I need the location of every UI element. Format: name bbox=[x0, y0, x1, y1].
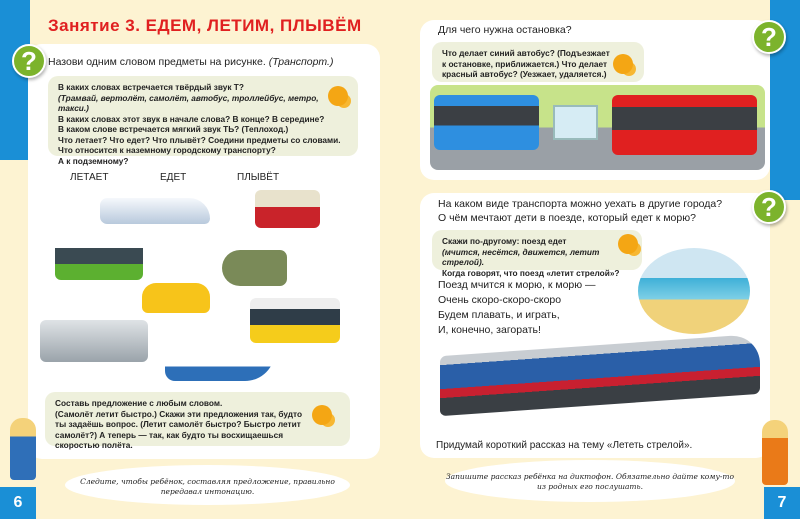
right-question-1: Для чего нужна остановка? bbox=[438, 24, 572, 36]
hint-line: Что относится к наземному городскому транспорту? bbox=[58, 145, 276, 155]
poem-line: Будем плавать, и играть, bbox=[438, 309, 560, 321]
parent-note: Запишите рассказ ребёнка на диктофон. Обязательно дайте кому-то из родных его послушать. bbox=[445, 460, 735, 502]
hint-line: В каких словах встречается твёрдый звук Т? bbox=[58, 82, 244, 92]
question-line: На каком виде транспорта можно уехать в другие города? bbox=[438, 198, 723, 210]
hint-box-sentence bbox=[45, 392, 350, 450]
hint-line: (Самолёт летит быстро.) Скажи эти предложения так, будто bbox=[55, 408, 303, 419]
hint-line: (мчится, несётся, движется, летит стрелой). bbox=[442, 246, 600, 267]
bus-stop-shelter-image bbox=[553, 105, 598, 140]
poem bbox=[438, 278, 596, 338]
poem-line: Очень скоро-скоро-скоро bbox=[438, 294, 562, 306]
teacher-figure bbox=[762, 420, 788, 485]
poem-line: Поезд мчится к морю, к морю — bbox=[438, 279, 596, 291]
question-icon: ? bbox=[12, 44, 46, 78]
sea-beach-image bbox=[638, 248, 750, 334]
label-sails: ПЛЫВЁТ bbox=[237, 172, 280, 183]
label-drives: ЕДЕТ bbox=[160, 172, 187, 183]
page-title: Занятие 3. ЕДЕМ, ЛЕТИМ, ПЛЫВЁМ bbox=[48, 16, 362, 35]
left-blue-strip bbox=[0, 0, 30, 160]
hint-line: к остановке, приближается.) Что делает bbox=[442, 58, 608, 69]
parent-note: Следите, чтобы ребёнок, составляя предложение, правильно передавал интонацию. bbox=[65, 465, 350, 505]
hint-line: Что делает синий автобус? (Подъезжает bbox=[442, 48, 610, 58]
smile-coin-icon bbox=[613, 54, 633, 74]
smile-coin-icon bbox=[312, 405, 332, 425]
label-flies: ЛЕТАЕТ bbox=[70, 172, 109, 183]
trolleybus-image bbox=[250, 298, 340, 343]
poem-line: И, конечно, загорать! bbox=[438, 324, 541, 336]
bus-green-image bbox=[55, 240, 143, 280]
hint-line: скоростью полёта. bbox=[55, 440, 133, 450]
hint-line: самолёт?) А теперь — так, как будто ты восхищаешься bbox=[55, 429, 284, 440]
question-answer: (Транспорт.) bbox=[268, 56, 334, 68]
blue-bus-image bbox=[434, 95, 539, 150]
smile-coin-icon bbox=[618, 234, 638, 254]
airplane-image bbox=[100, 198, 210, 224]
helicopter-image bbox=[222, 250, 287, 286]
page-number: 6 bbox=[0, 487, 36, 519]
hint-line: В каких словах этот звук в начале слова? В конце? В середине? bbox=[58, 113, 325, 124]
hint-line: Составь предложение с любым словом. bbox=[55, 398, 223, 408]
hint-line: Когда говорят, что поезд «летит стрелой»? bbox=[442, 267, 620, 278]
question-text: Назови одним словом предметы на рисунке. bbox=[48, 56, 266, 68]
hint-line: (Трамвай, вертолёт, самолёт, автобус, троллейбус, метро, такси.) bbox=[58, 92, 319, 113]
red-bus-image bbox=[612, 95, 757, 155]
tram-image bbox=[255, 190, 320, 228]
left-question bbox=[48, 56, 333, 68]
hint-box-train bbox=[432, 230, 642, 278]
ship-image bbox=[165, 345, 275, 381]
question-line: О чём мечтают дети в поезде, который едет к морю? bbox=[438, 212, 696, 224]
hint-line: ты задаёшь вопрос. (Летит самолёт быстро? Быстро летит bbox=[55, 419, 301, 429]
question-icon: ? bbox=[752, 20, 786, 54]
hint-line: В каком слове встречается мягкий звук ТЬ? (Теплоход.) bbox=[58, 124, 289, 134]
hint-line: красный автобус? (Уезжает, удаляется.) bbox=[442, 69, 607, 79]
hint-line: Скажи по-другому: поезд едет bbox=[442, 236, 567, 246]
page-number: 7 bbox=[764, 487, 800, 519]
teacher-figure bbox=[10, 418, 36, 480]
hint-line: А к подземному? bbox=[58, 155, 129, 166]
right-question-2 bbox=[438, 197, 722, 225]
question-icon: ? bbox=[752, 190, 786, 224]
right-task: Придумай короткий рассказ на тему «Лететь стрелой». bbox=[436, 440, 693, 451]
hint-box-sounds bbox=[48, 76, 358, 166]
hint-line: Что летает? Что едет? Что плывёт? Соедини предметы со словами. bbox=[58, 134, 341, 145]
metro-train-image bbox=[40, 320, 148, 362]
taxi-image bbox=[142, 283, 210, 313]
smile-coin-icon bbox=[328, 86, 348, 106]
